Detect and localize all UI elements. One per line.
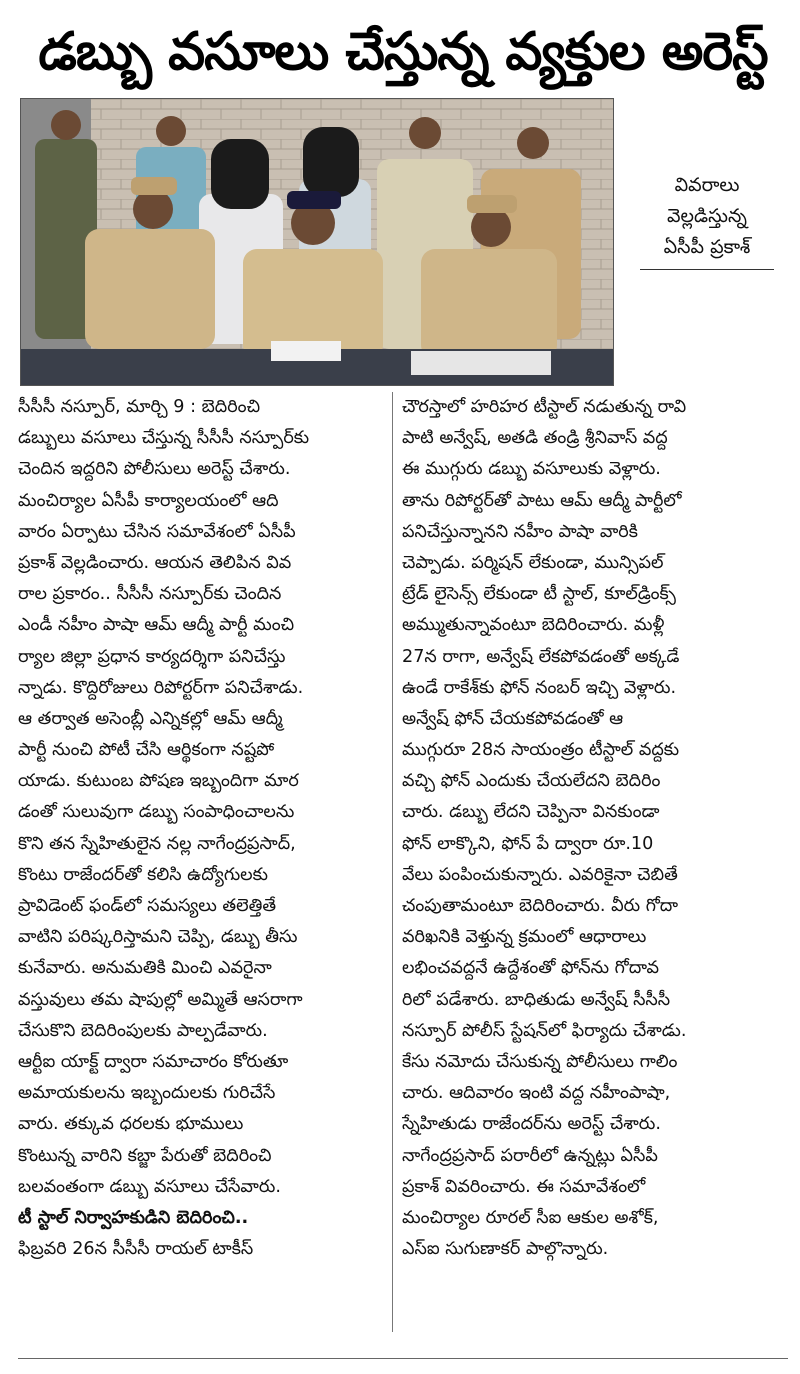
article-line: ప్రకాశ్ వెల్లడించారు. ఆయన తెలిపిన వివ xyxy=(18,552,292,573)
article-line: వారం ఏర్పాటు చేసిన సమావేశంలో ఏసీపీ xyxy=(18,521,296,542)
article-line: నాగేంద్రప్రసాద్ పరారీలో ఉన్నట్లు ఏసీపీ xyxy=(402,1145,658,1166)
article-line: ఫిబ్రవరి 26న సీసీసీ రాయల్ టాకీస్ xyxy=(18,1239,254,1260)
article-line: చెందిన ఇద్దరిని పోలీసులు అరెస్ట్ చేశారు. xyxy=(18,459,291,480)
article-line: తాను రిపోర్టర్‌తో పాటు ఆమ్ ఆద్మీ పార్టీలో xyxy=(402,490,682,511)
article-line: వాటిని పరిష్కరిస్తామని చెప్పి, డబ్బు తీసు xyxy=(18,927,298,948)
article-line: వరిఖనికి వెళ్తున్న క్రమంలో ఆధారాలు xyxy=(402,927,647,948)
article-line: ఎస్ఐ సుగుణాకర్ పాల్గొన్నారు. xyxy=(402,1239,609,1260)
article-line: చారు. ఆదివారం ఇంటి వద్ద నహీంపాషా, xyxy=(402,1083,671,1104)
article-line: ప్రకాశ్ వివరించారు. ఈ సమావేశంలో xyxy=(402,1176,646,1197)
article-line: ఆ తర్వాత అసెంబ్లీ ఎన్నికల్లో ఆమ్ ఆద్మీ xyxy=(18,708,283,729)
article-line: పార్టీ నుంచి పోటీ చేసి ఆర్థికంగా నష్టపో xyxy=(18,740,275,761)
article-line: ఈ ముగ్గురు డబ్బు వసూలుకు వెళ్లారు. xyxy=(402,459,661,480)
article-column-left xyxy=(18,392,383,1342)
article-line: కునేవారు. అనుమతికి మించి ఎవరైనా xyxy=(18,958,272,979)
article-line: పాటి అన్వేష్, అతడి తండ్రి శ్రీనివాస్ వద్ద xyxy=(402,428,668,449)
article-line: కొని తన స్నేహితులైన నల్ల నాగేంద్రప్రసాద్, xyxy=(18,833,296,854)
article-line: చంపుతామంటూ బెదిరించారు. వీరు గోదా xyxy=(402,896,679,916)
press-meet-photo xyxy=(21,99,613,385)
article-line: డబ్బులు వసూలు చేస్తున్న సీసీసీ నస్పూర్‌కు xyxy=(18,428,310,449)
article-line: చెప్పాడు. పర్మిషన్ లేకుండా, మున్సిపల్ xyxy=(402,552,664,573)
article-line: వచ్చి ఫోన్ ఎందుకు చేయలేదని బెదిరిం xyxy=(402,771,661,792)
article-body xyxy=(18,392,788,1342)
article-line: బలవంతంగా డబ్బు వసూలు చేసేవారు. xyxy=(18,1176,281,1197)
article-line: 27న రాగా, అన్వేష్ లేకపోవడంతో అక్కడే xyxy=(402,646,680,667)
article-line: ఆర్టీఐ యాక్ట్ ద్వారా సమాచారం కోరుతూ xyxy=(18,1051,289,1072)
article-line: కేసు నమోదు చేసుకున్న పోలీసులు గాలిం xyxy=(402,1051,678,1072)
column-divider xyxy=(392,392,393,1332)
article-line: న్నాడు. కొద్దిరోజులు రిపోర్టర్‌గా పనిచేశాడు. xyxy=(18,677,304,698)
subheading: టీ స్టాల్ నిర్వాహకుడిని బెదిరించి.. xyxy=(18,1207,249,1228)
article-line: రాల ప్రకారం.. సీసీసీ నస్పూర్‌కు చెందిన xyxy=(18,584,282,605)
caption-line: వివరాలు xyxy=(674,174,740,196)
article-line: వేలు పంపించుకున్నారు. ఎవరికైనా చెబితే xyxy=(402,864,678,885)
news-photo xyxy=(20,98,614,386)
article-line: కొంటున్న వారిని కబ్జా పేరుతో బెదిరించి xyxy=(18,1145,272,1166)
article-line: అన్వేష్ ఫోన్ చేయకపోవడంతో ఆ xyxy=(402,708,624,729)
article-line: ఉండే రాకేశ్‌కు ఫోన్ నంబర్ ఇచ్చి వెళ్లారు. xyxy=(402,677,677,698)
article-line: అమ్ముతున్నావంటూ బెదిరించారు. మళ్లీ xyxy=(402,615,665,636)
article-line: చౌరస్తాలో హరిహర టీస్టాల్ నడుతున్న రావి xyxy=(402,397,687,417)
article-line: ర్యాల జిల్లా ప్రధాన కార్యదర్శిగా పనిచేస్తు xyxy=(18,646,286,667)
caption-line: ఏసీపీ ప్రకాశ్ xyxy=(663,236,751,258)
caption-line: వెల్లడిస్తున్న xyxy=(667,205,747,227)
article-line: డంతో సులువుగా డబ్బు సంపాధించాలను xyxy=(18,802,295,823)
article-line: సీసీసీ నస్పూర్, మార్చి 9 : బెదిరించి xyxy=(18,397,261,417)
article-column-right xyxy=(402,392,767,1342)
article-line: లభించవద్దనే ఉద్దేశంతో ఫోన్‌ను గోదావ xyxy=(402,958,659,979)
article-line: మంచిర్యాల రూరల్ సీఐ ఆకుల అశోక్, xyxy=(402,1207,659,1228)
article-line: అమాయకులను ఇబ్బందులకు గురిచేసే xyxy=(18,1083,276,1104)
article-line: ట్రేడ్ లైసెన్స్ లేకుండా టీ స్టాల్, కూల్‌డ్రింక్స్ xyxy=(402,584,676,605)
article-line: యాడు. కుటుంబ పోషణ ఇబ్బందిగా మార xyxy=(18,771,299,792)
article-line: రిలో పడేశారు. బాధితుడు అన్వేష్ సీసీసీ xyxy=(402,989,671,1010)
bottom-rule xyxy=(18,1358,788,1359)
seated-officers xyxy=(85,177,557,359)
article-line: ముగ్గురూ 28న సాయంత్రం టీస్టాల్ వద్దకు xyxy=(402,740,680,761)
article-line: స్నేహితుడు రాజేందర్‌ను అరెస్ట్ చేశారు. xyxy=(402,1114,661,1135)
photo-caption xyxy=(622,170,792,270)
article-line: కొంటు రాజేందర్‌తో కలిసి ఉద్యోగులకు xyxy=(18,864,268,885)
article-line: మంచిర్యాల ఏసీపీ కార్యాలయంలో ఆది xyxy=(18,490,279,511)
headline: డబ్బు వసూలు చేస్తున్న వ్యక్తుల అరెస్ట్ xyxy=(38,22,768,82)
article-line: ఎండీ నహీం పాషా ఆమ్ ఆద్మీ పార్టీ మంచి xyxy=(18,615,295,636)
article-line: చారు. డబ్బు లేదని చెప్పినా వినకుండా xyxy=(402,802,660,823)
article-line: ప్రావిడెంట్ ఫండ్‌లో సమస్యలు తలెత్తితే xyxy=(18,896,277,916)
article-line: నస్పూర్ పోలీస్ స్టేషన్‌లో ఫిర్యాదు చేశాడు. xyxy=(402,1020,687,1041)
article-line: పనిచేస్తున్నానని నహీం పాషా వారికి xyxy=(402,521,638,542)
article-line: చేసుకొని బెదిరింపులకు పాల్పడేవారు. xyxy=(18,1020,268,1041)
article-line: ఫోన్ లాక్కొని, ఫోన్ పే ద్వారా రూ.10 xyxy=(402,833,654,854)
caption-underline xyxy=(640,269,774,270)
article-line: వారు. తక్కువ ధరలకు భూములు xyxy=(18,1114,244,1135)
article-line: వస్తువులు తమ షాపుల్లో అమ్మితే ఆసరాగా xyxy=(18,989,303,1010)
